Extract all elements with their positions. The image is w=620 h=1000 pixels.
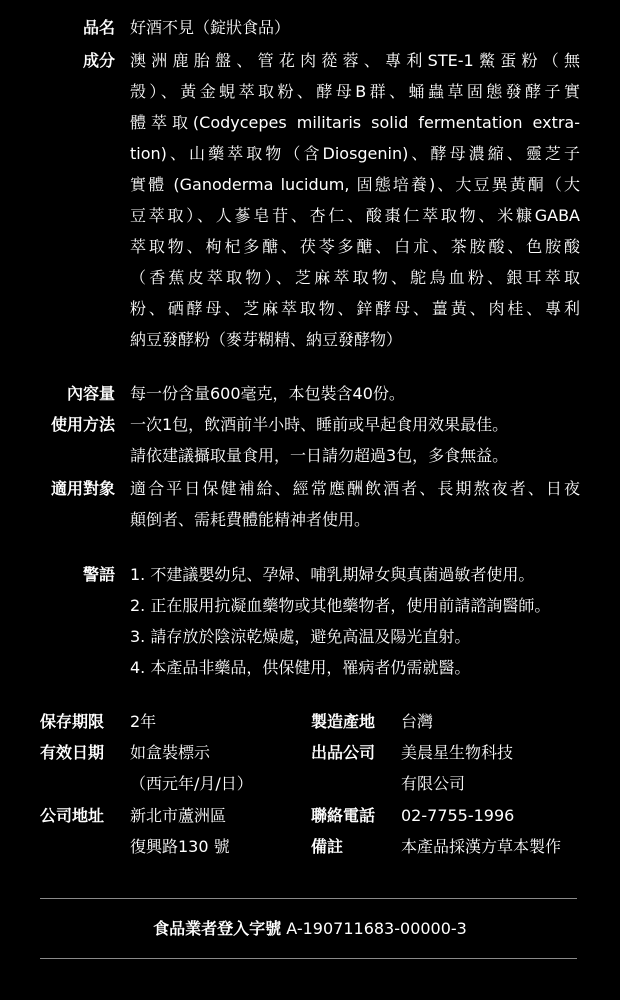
spec-left-column xyxy=(40,706,300,866)
registration-value: A-190711683-00000-3 xyxy=(286,919,467,938)
usage-line: 請依建議攝取量食用，一日請勿超過3包，多食無益。 xyxy=(130,446,509,465)
expiry-line: 如盒裝標示 xyxy=(130,743,211,762)
phone-value: 02-7755-1996 xyxy=(401,806,515,825)
content-value: 每一份含量600毫克，本包裝含40份。 xyxy=(130,384,405,403)
address-line: 新北市蘆洲區 xyxy=(130,806,227,825)
ingredients-line: （香蕉皮萃取物）、芝麻萃取物、鴕鳥血粉、銀耳萃取 xyxy=(130,268,580,287)
target-line: 適合平日保健補給、經常應酬飲酒者、長期熬夜者、日夜 xyxy=(130,479,580,498)
ingredients-line: 澳洲鹿胎盤、管花肉蓯蓉、專利STE-1鱉蛋粉（無 xyxy=(130,51,580,70)
ingredients-line: 萃取物、枸杞多醣、茯苓多醣、白朮、茶胺酸、色胺酸 xyxy=(130,237,580,256)
ingredients-line: 體萃取(Codycepes militaris solid fermentation extra- xyxy=(130,113,580,132)
shelf-life-label: 保存期限 xyxy=(40,712,105,731)
warning-line: 3. 請存放於陰涼乾燥處，避免高温及陽光直射。 xyxy=(130,627,471,646)
registration-footer xyxy=(0,913,620,944)
product-name-value: 好酒不見（錠狀食品） xyxy=(130,18,291,37)
registration-label: 食品業者登入字號 xyxy=(153,919,282,938)
shelf-life-value: 2年 xyxy=(130,712,157,731)
target-label: 適用對象 xyxy=(50,479,115,498)
address-label: 公司地址 xyxy=(40,806,105,825)
company-line: 有限公司 xyxy=(401,774,466,793)
expiry-label: 有效日期 xyxy=(40,743,105,762)
target-line: 顛倒者、需耗費體能精神者使用。 xyxy=(130,510,371,529)
content-label: 內容量 xyxy=(66,384,115,403)
warning-label: 警語 xyxy=(82,565,115,584)
origin-label: 製造產地 xyxy=(311,712,376,731)
ingredients-line: 納豆發酵粉（麥芽糊精、納豆發酵物） xyxy=(130,330,403,349)
ingredients-line: 豆萃取）、人蔘皂苷、杏仁、酸棗仁萃取物、米糠GABA xyxy=(130,206,580,225)
origin-value: 台灣 xyxy=(401,712,434,731)
phone-label: 聯絡電話 xyxy=(311,806,376,825)
ingredients-line: 粉、硒酵母、芝麻萃取物、鋅酵母、薑黃、肉桂、專利 xyxy=(130,299,580,318)
usage-label: 使用方法 xyxy=(50,415,115,434)
product-name-label: 品名 xyxy=(82,18,115,37)
spec-right-column xyxy=(311,706,591,866)
ingredients-line: 殼）、黃金蜆萃取粉、酵母B群、蛹蟲草固態發酵子實 xyxy=(130,82,580,101)
company-line: 美晨星生物科技 xyxy=(401,743,514,762)
ingredients-line: 實體 (Ganoderma lucidum, 固態培養)、大豆異黃酮（大 xyxy=(130,175,580,194)
note-value: 本產品採漢方草本製作 xyxy=(401,837,562,856)
top-divider xyxy=(40,898,577,899)
expiry-line: （西元年/月/日） xyxy=(130,774,253,793)
ingredients-label: 成分 xyxy=(82,51,115,70)
note-label: 備註 xyxy=(311,837,344,856)
bottom-divider xyxy=(40,958,577,959)
ingredients-list xyxy=(130,45,580,355)
warning-line: 2. 正在服用抗凝血藥物或其他藥物者，使用前請諮詢醫師。 xyxy=(130,596,551,615)
ingredients-line: tion)、山藥萃取物（含Diosgenin)、酵母濃縮、靈芝子 xyxy=(130,144,580,163)
company-label: 出品公司 xyxy=(311,743,376,762)
warning-line: 1. 不建議嬰幼兒、孕婦、哺乳期婦女與真菌過敏者使用。 xyxy=(130,565,535,584)
address-line: 復興路130 號 xyxy=(130,837,230,856)
warning-line: 4. 本產品非藥品，供保健用，罹病者仍需就醫。 xyxy=(130,658,471,677)
usage-line: 一次1包，飲酒前半小時、睡前或早起食用效果最佳。 xyxy=(130,415,509,434)
